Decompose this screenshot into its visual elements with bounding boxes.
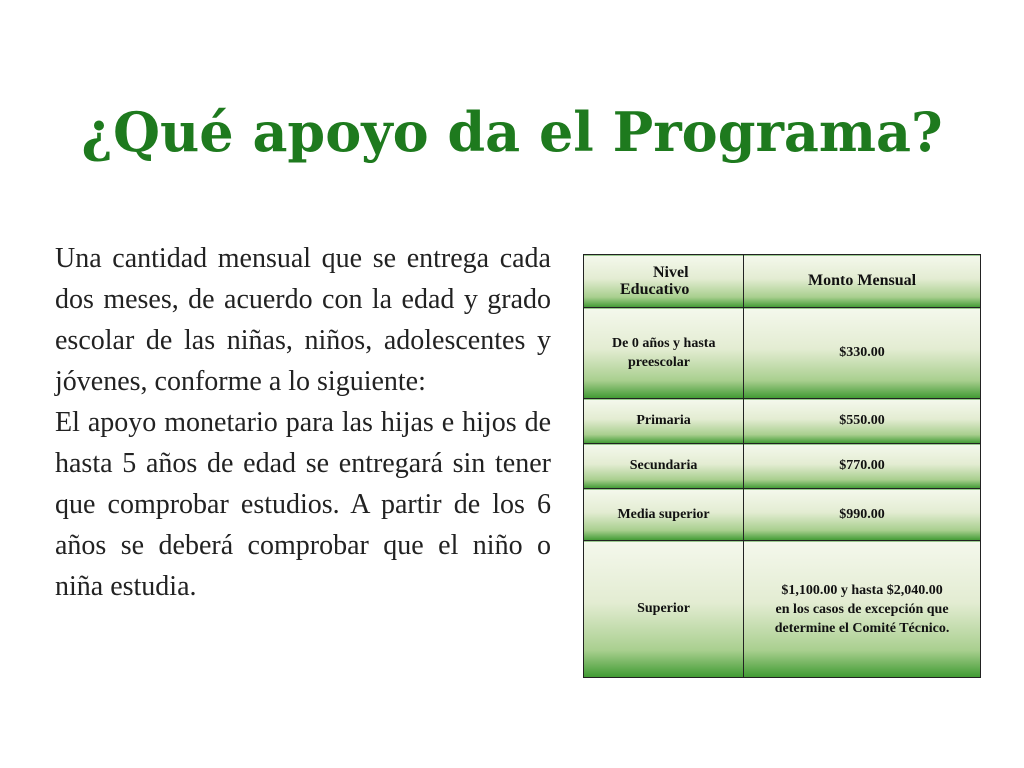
level-cell: Superior: [584, 541, 744, 678]
table-row: [584, 399, 981, 444]
header-monthly-amount: Monto Mensual: [744, 255, 981, 308]
header-level-line2: Educativo: [620, 281, 690, 298]
amount-cell: $550.00: [744, 399, 981, 444]
amount-line2: en los casos de excepción que: [775, 601, 949, 617]
amount-cell: $770.00: [744, 444, 981, 489]
level-cell: Primaria: [584, 399, 744, 444]
amount-line3: determine el Comité Técnico.: [774, 620, 950, 636]
table-row: [584, 308, 981, 399]
table-row: [584, 444, 981, 489]
paragraph-intro: Una cantidad mensual que se entrega cada dos meses, de acuerdo con la edad y grado escolar de las niñas, niños, adolescentes y jóvenes, conforme a lo siguiente:: [55, 243, 551, 397]
amount-cell: $330.00: [744, 308, 981, 399]
level-line2: preescolar: [628, 355, 690, 370]
amount-cell: $990.00: [744, 489, 981, 541]
level-line1: De 0 años y hasta: [612, 336, 716, 351]
header-level-line1: Nivel: [653, 264, 689, 281]
paragraph-conditions: El apoyo monetario para las hijas e hijos de hasta 5 años de edad se entregará sin tener que comprobar estudios. A partir de los 6 años se deberá comprobar que el niño o niña estudia.: [55, 407, 551, 602]
amount-cell: [744, 541, 981, 678]
level-cell: Secundaria: [584, 444, 744, 489]
level-cell: [584, 308, 744, 399]
amount-line1: $1,100.00 y hasta $2,040.00: [781, 582, 943, 598]
table-header-row: [584, 255, 981, 308]
support-amounts-table: [583, 254, 981, 678]
header-education-level: [584, 255, 744, 308]
body-text: [55, 238, 551, 607]
table-row: [584, 489, 981, 541]
level-cell: Media superior: [584, 489, 744, 541]
table-row: [584, 541, 981, 678]
slide-title: ¿Qué apoyo da el Programa?: [81, 100, 943, 164]
